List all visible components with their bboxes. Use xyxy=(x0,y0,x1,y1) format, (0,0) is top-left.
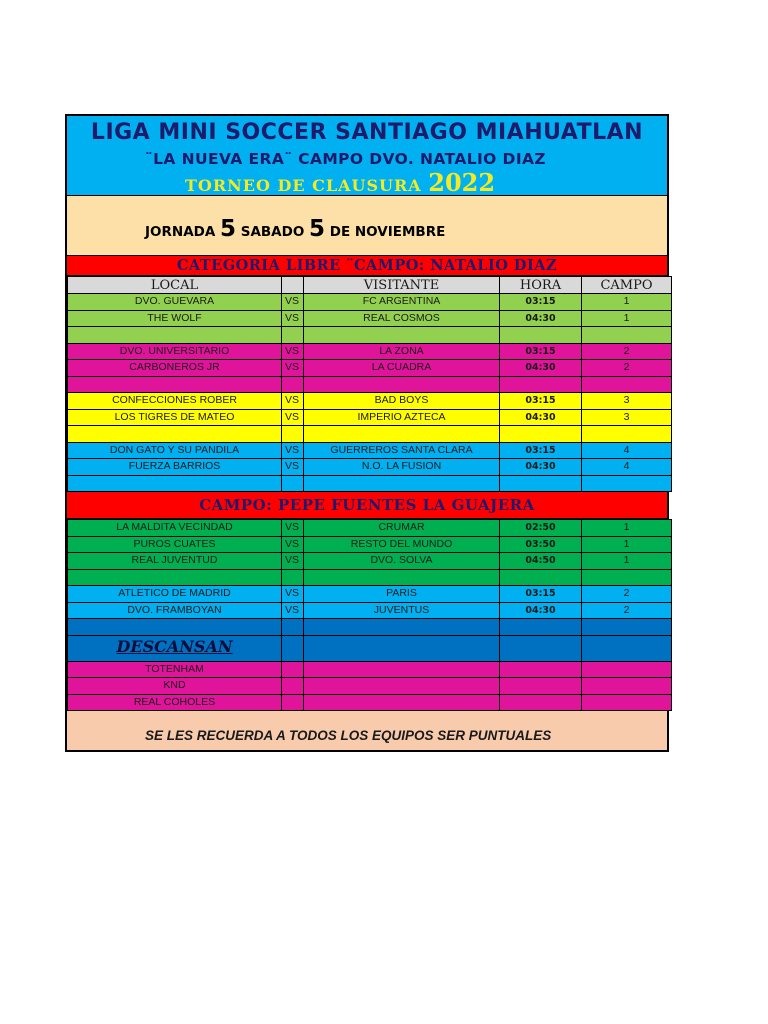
visiting-team: BAD BOYS xyxy=(304,393,500,410)
match-time: 04:30 xyxy=(500,310,582,327)
match-time: 03:15 xyxy=(500,343,582,360)
match-time: 04:30 xyxy=(500,459,582,476)
field-number: 2 xyxy=(582,343,672,360)
match-time: 04:30 xyxy=(500,409,582,426)
descansan-cell xyxy=(68,635,282,661)
schedule-sheet xyxy=(65,114,669,752)
resting-team-row xyxy=(68,694,672,711)
field-number: 2 xyxy=(582,586,672,603)
match-time: 03:15 xyxy=(500,393,582,410)
field-number: 1 xyxy=(582,310,672,327)
match-row xyxy=(68,343,672,360)
match-row xyxy=(68,602,672,619)
section1-title: CATEGORIA LIBRE ¨CAMPO: NATALIO DIAZ xyxy=(67,256,667,276)
field-number: 4 xyxy=(582,459,672,476)
descansan-label: DESCANSAN xyxy=(116,637,233,656)
resting-team-row xyxy=(68,661,672,678)
vs-label: VS xyxy=(282,536,304,553)
spacer-row xyxy=(68,619,672,636)
visiting-team: FC ARGENTINA xyxy=(304,294,500,311)
vs-label: VS xyxy=(282,602,304,619)
match-row xyxy=(68,360,672,377)
visiting-team: LA ZONA xyxy=(304,343,500,360)
local-team: LOS TIGRES DE MATEO xyxy=(68,409,282,426)
local-team: DVO. GUEVARA xyxy=(68,294,282,311)
matchday-label: JORNADA xyxy=(145,224,216,240)
match-time: 03:15 xyxy=(500,586,582,603)
footer-note: SE LES RECUERDA A TODOS LOS EQUIPOS SER PUNTUALES xyxy=(145,728,552,743)
visiting-team: DVO. SOLVA xyxy=(304,553,500,570)
visiting-team: GUERREROS SANTA CLARA xyxy=(304,442,500,459)
tournament-name: TORNEO DE CLAUSURA xyxy=(185,176,422,195)
local-team: THE WOLF xyxy=(68,310,282,327)
match-row xyxy=(68,520,672,537)
match-time: 04:30 xyxy=(500,602,582,619)
vs-label: VS xyxy=(282,343,304,360)
match-row xyxy=(68,393,672,410)
field-number: 2 xyxy=(582,602,672,619)
vs-label: VS xyxy=(282,393,304,410)
field-number: 2 xyxy=(582,360,672,377)
vs-label: VS xyxy=(282,520,304,537)
match-row xyxy=(68,536,672,553)
column-header-row xyxy=(68,277,672,294)
vs-label: VS xyxy=(282,442,304,459)
resting-team-row xyxy=(68,678,672,695)
vs-label: VS xyxy=(282,294,304,311)
field-number: 1 xyxy=(582,553,672,570)
local-team: REAL JUVENTUD xyxy=(68,553,282,570)
local-team: DON GATO Y SU PANDILA xyxy=(68,442,282,459)
tournament-title xyxy=(185,168,495,196)
match-time: 04:30 xyxy=(500,360,582,377)
matchday-line xyxy=(145,216,445,242)
vs-label: VS xyxy=(282,553,304,570)
matchday-date-rest: DE NOVIEMBRE xyxy=(329,224,446,240)
column-local: LOCAL xyxy=(68,277,282,294)
visiting-team: IMPERIO AZTECA xyxy=(304,409,500,426)
league-subtitle: ¨LA NUEVA ERA¨ CAMPO DVO. NATALIO DIAZ xyxy=(145,150,547,168)
match-row xyxy=(68,459,672,476)
visiting-team: CRUMAR xyxy=(304,520,500,537)
field-number: 4 xyxy=(582,442,672,459)
footer-note-band xyxy=(67,711,667,750)
spacer-row xyxy=(68,376,672,393)
local-team: FUERZA BARRIOS xyxy=(68,459,282,476)
resting-team: TOTENHAM xyxy=(68,661,282,678)
match-time: 03:50 xyxy=(500,536,582,553)
visiting-team: N.O. LA FUSION xyxy=(304,459,500,476)
field-number: 1 xyxy=(582,294,672,311)
spacer-row xyxy=(68,327,672,344)
vs-label: VS xyxy=(282,360,304,377)
vs-label: VS xyxy=(282,459,304,476)
match-row xyxy=(68,409,672,426)
matchday-number: 5 xyxy=(220,216,237,242)
section2-table xyxy=(67,519,672,711)
match-row xyxy=(68,310,672,327)
resting-team: REAL COHOLES xyxy=(68,694,282,711)
local-team: PUROS CUATES xyxy=(68,536,282,553)
match-row xyxy=(68,586,672,603)
vs-label: VS xyxy=(282,310,304,327)
match-row xyxy=(68,553,672,570)
visiting-team: REAL COSMOS xyxy=(304,310,500,327)
match-row xyxy=(68,294,672,311)
tournament-year: 2022 xyxy=(428,168,496,196)
matchday-date-number: 5 xyxy=(309,216,326,242)
matchday-banner xyxy=(67,196,667,256)
spacer-row xyxy=(68,426,672,443)
vs-label: VS xyxy=(282,409,304,426)
match-time: 03:15 xyxy=(500,294,582,311)
match-time: 03:15 xyxy=(500,442,582,459)
visiting-team: RESTO DEL MUNDO xyxy=(304,536,500,553)
local-team: ATLETICO DE MADRID xyxy=(68,586,282,603)
section1-table xyxy=(67,276,672,492)
visiting-team: JUVENTUS xyxy=(304,602,500,619)
match-time: 04:50 xyxy=(500,553,582,570)
resting-team: KND xyxy=(68,678,282,695)
descansan-row xyxy=(68,635,672,661)
league-header xyxy=(67,116,667,196)
column-campo: CAMPO xyxy=(582,277,672,294)
local-team: DVO. FRAMBOYAN xyxy=(68,602,282,619)
league-title: LIGA MINI SOCCER SANTIAGO MIAHUATLAN xyxy=(90,120,644,145)
field-number: 3 xyxy=(582,393,672,410)
local-team: LA MALDITA VECINDAD xyxy=(68,520,282,537)
visiting-team: LA CUADRA xyxy=(304,360,500,377)
match-row xyxy=(68,442,672,459)
matchday-day: SABADO xyxy=(240,224,305,240)
visiting-team: PARIS xyxy=(304,586,500,603)
column-visitante: VISITANTE xyxy=(304,277,500,294)
field-number: 3 xyxy=(582,409,672,426)
spacer-row xyxy=(68,475,672,492)
match-time: 02:50 xyxy=(500,520,582,537)
section2-title: CAMPO: PEPE FUENTES LA GUAJERA xyxy=(67,492,667,519)
column-hora: HORA xyxy=(500,277,582,294)
vs-label: VS xyxy=(282,586,304,603)
field-number: 1 xyxy=(582,536,672,553)
local-team: CARBONEROS JR xyxy=(68,360,282,377)
local-team: CONFECCIONES ROBER xyxy=(68,393,282,410)
local-team: DVO. UNIVERSITARIO xyxy=(68,343,282,360)
column-vs xyxy=(282,277,304,294)
spacer-row xyxy=(68,569,672,586)
field-number: 1 xyxy=(582,520,672,537)
